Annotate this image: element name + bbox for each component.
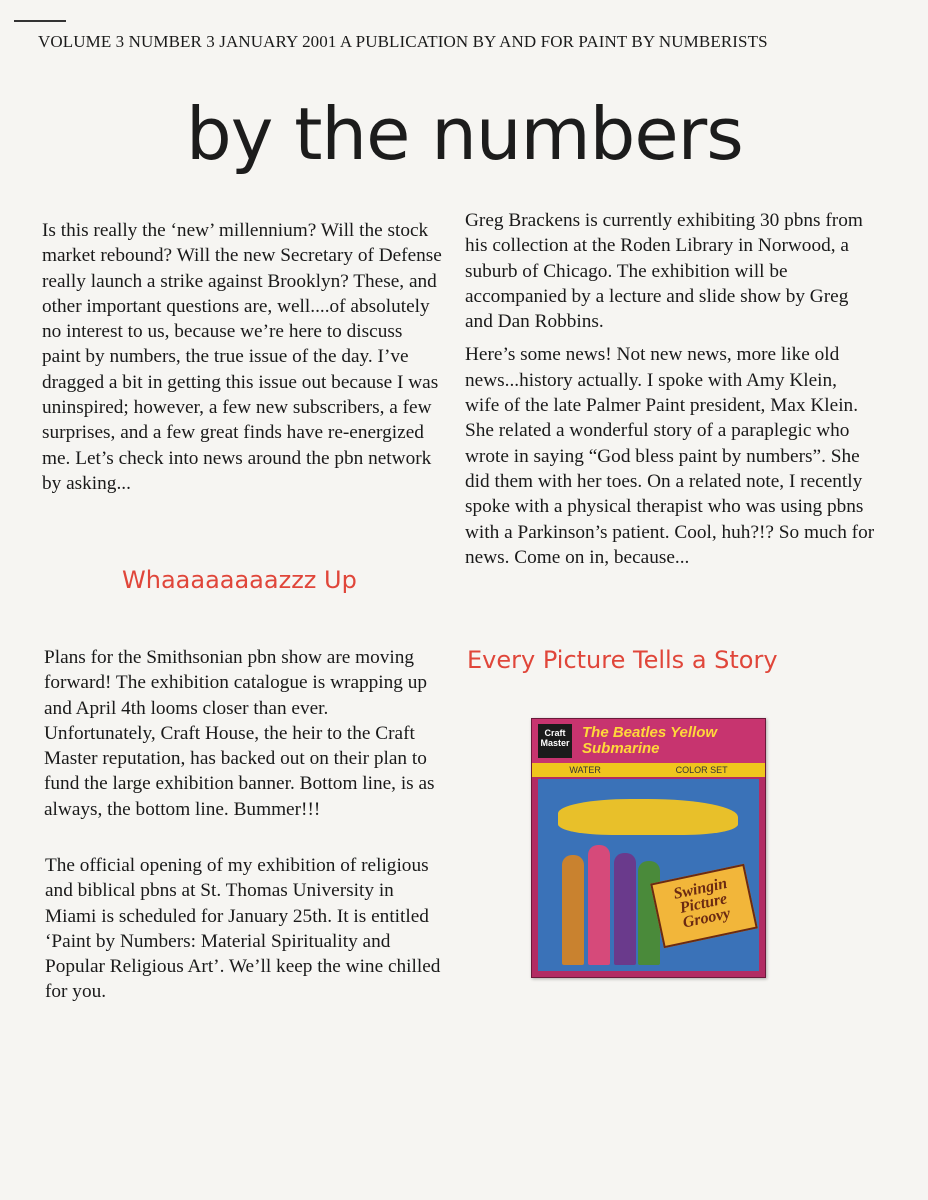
st-thomas-paragraph: The official opening of my exhibition of religious and biblical pbns at St. Thomas University in Miami is scheduled for January 25th. It is entitled ‘Paint by Numbers: Material Spirituality and Popular Religious Art’. We’ll keep the wine chilled for you. (45, 855, 441, 1003)
smithsonian-column (44, 645, 444, 830)
intro-column (42, 218, 442, 504)
right-column (465, 208, 875, 578)
yellow-submarine-paint-set-image (531, 718, 766, 978)
corner-rule (14, 20, 66, 22)
newsletter-title: by the numbers (186, 92, 743, 176)
brackens-paragraph: Greg Brackens is currently exhibiting 30 pbns from his collection at the Roden Library in Norwood, a suburb of Chicago. The exhibition will be accompanied by a lecture and slide show by Greg and Dan Robbins. (465, 210, 863, 333)
box-title: The Beatles Yellow Submarine (582, 724, 718, 757)
strip-right-label: COLOR SET (675, 765, 728, 775)
figure-3 (614, 853, 636, 965)
box-illustration (538, 779, 759, 971)
smithsonian-paragraph: Plans for the Smithsonian pbn show are moving forward! The exhibition catalogue is wrapping up and April 4th looms closer than ever. Unfortunately, Craft House, the heir to the Craft Master reputation, has backed out on their plan to fund the large exhibition banner. Bottom line, is as always, the bottom line. Bummer!!! (44, 647, 435, 820)
klein-paragraph: Here’s some news! Not new news, more like old news...history actually. I spoke with Amy Klein, wife of the late Palmer Paint president, Max Klein. She related a wonderful story of a paraplegic who wrote in saying “God bless paint by numbers”. She did them with her toes. On a related note, I recently spoke with a physical therapist who was using pbns with a Parkinson’s patient. Cool, huh?!? So much for news. Come on in, because... (465, 344, 875, 568)
figure-2 (588, 845, 610, 965)
craft-master-logo: Craft Master (538, 724, 572, 758)
box-strip (532, 763, 765, 777)
st-thomas-column (45, 853, 445, 1013)
masthead: VOLUME 3 NUMBER 3 JANUARY 2001 A PUBLICATION BY AND FOR PAINT BY NUMBERISTS (38, 32, 768, 51)
figure-1 (562, 855, 584, 965)
section-heading-every-picture: Every Picture Tells a Story (467, 646, 778, 674)
groovy-badge: Swingin Picture Groovy (650, 864, 758, 949)
strip-left-label: WATER (569, 765, 601, 775)
section-heading-whazzup: Whaaaaaaaazzz Up (122, 566, 357, 594)
intro-paragraph: Is this really the ‘new’ millennium? Will the stock market rebound? Will the new Secretary of Defense really launch a strike against Brooklyn? These, and other important questions are, well....of absolutely no interest to us, because we’re here to discuss paint by numbers, the true issue of the day. I’ve dragged a bit in getting this issue out because I was uninspired; however, a few new subscribers, a few surprises, and a few great finds have re-energized me. Let’s check into news around the pbn network by asking... (42, 220, 442, 494)
submarine-shape (558, 799, 738, 835)
